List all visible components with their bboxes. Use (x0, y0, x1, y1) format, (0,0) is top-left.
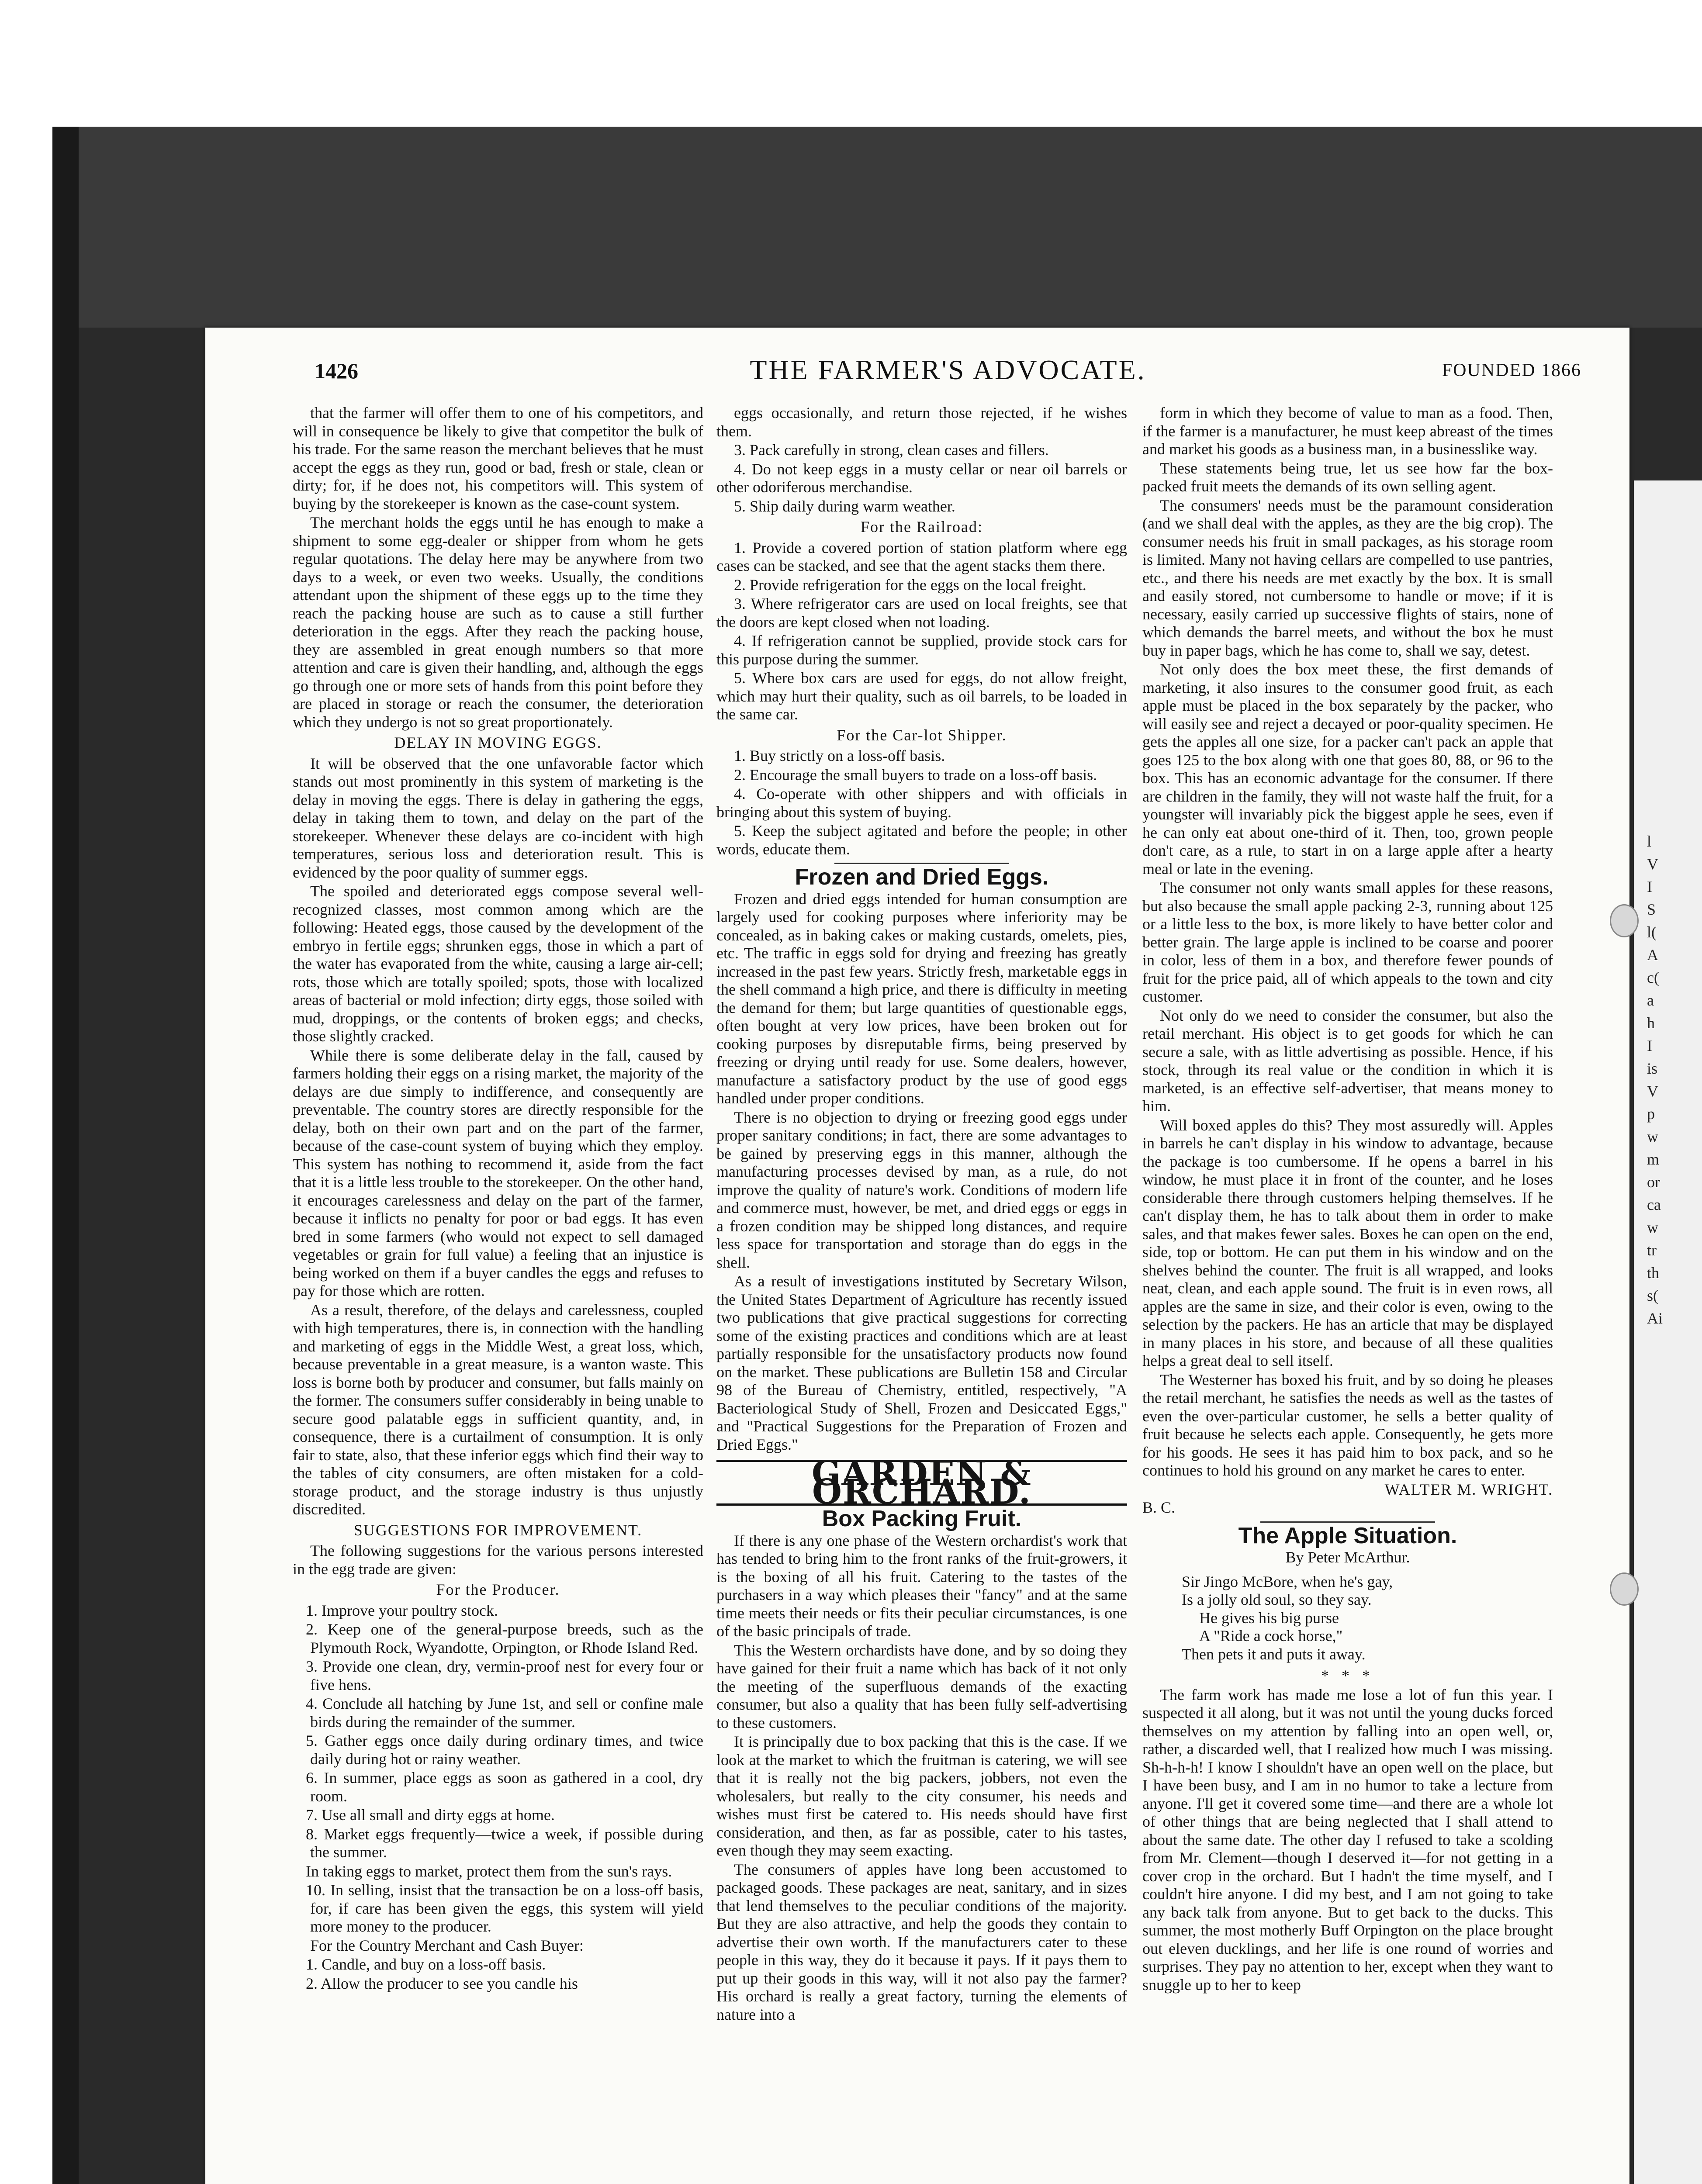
list-item: 3. Pack carefully in strong, clean cases and fillers. (734, 441, 1049, 459)
list-item: 1. Candle, and buy on a loss-off basis. (306, 1956, 546, 1973)
list-item: 5. Ship daily during warm weather. (734, 497, 955, 515)
heading-for-car-lot-shipper: For the Car-lot Shipper. (837, 726, 1007, 744)
heading-for-the-producer: For the Producer. (436, 1581, 560, 1598)
paragraph: It will be observed that the one unfavorable factor which stands out most prominently in this system of marketing is the delay in moving the eggs. There is delay in gathering the eggs, delay in taking them to town, and delay on the part of the storekeeper. Whenever these delays are co-incident with high temperatures, serious loss and deterioration result. This is evidenced by the poor quality of summer eggs. (293, 754, 703, 881)
stars-divider: * * * (1321, 1667, 1374, 1684)
box-packing-article (716, 1532, 1127, 2024)
binding-hole-bottom (1610, 1572, 1639, 1606)
paragraph: Will boxed apples do this? They most assuredly will. Apples in barrels he can't display in his window to advantage, because the package is too cumbersome. If he opens a barrel in his window, he must place it in front of the counter, and he loses considerable there through customers helping themselves. If he can't display them, he has to talk about them in order to make sales, and that makes fewer sales. Boxes he can open on the end, side, top or bottom. He can put them in his window and on the shelves behind the counter. The fruit is all wrapped, and looks neat, clean, and each apple sound. The fruit is in even rows, all apples are the same in size, and their color is even, owing to the selection by the packers. He has an article that may be displayed in many places in his store, and because of all these qualities helps a great deal to sell itself. (1142, 1116, 1553, 1369)
fragment: a (1647, 992, 1654, 1009)
paragraph: This the Western orchardists have done, and by so doing they have gained for their fruit a name which has back of it not only the meeting of the superfluous demands of the exacting consumer, but also a quality that has been fully self-advertising to these customers. (716, 1641, 1127, 1731)
fragment: Ai (1647, 1310, 1663, 1327)
microfilm-left-shade (52, 127, 79, 2184)
microfilm-top-band (52, 127, 1702, 328)
fragment: c( (1647, 969, 1659, 986)
founded-label: FOUNDED 1866 (1442, 360, 1581, 380)
paragraph: As a result of investigations instituted by Secretary Wilson, the United States Department of Agriculture has recently issued two publications that give practical suggestions for correcting some of the existing practices and conditions which are at least partially responsible for the unsatisfactory products now found on the market. These publications are Bulletin 158 and Circular 98 of the Bureau of Chemistry, entitled, respectively, "A Bacteriological Study of Shell, Frozen and Desiccated Eggs," and "Practical Suggestions for the Preparation of Frozen and Dried Eggs." (716, 1272, 1127, 1453)
paragraph: These statements being true, let us see how far the box-packed fruit meets the demands of its own selling agent. (1142, 459, 1553, 495)
byline: By Peter McArthur. (1285, 1548, 1410, 1566)
author-location: B. C. (1142, 1499, 1176, 1516)
paragraph: The spoiled and deteriorated eggs compose several well-recognized classes, most common among which are the following: Heated eggs, those caused by the development of the embryo in fertile eggs; shrunken eggs, those in which a part of the water has evaporated from the white, causing a large air-cell; rots, those which are totally spoiled; spots, those with localized areas of bacterial or mold infection; dirty eggs, those soiled with mud, droppings, or the contents of broken eggs; and checks, those slightly cracked. (293, 882, 703, 1045)
paragraph: The consumers' needs must be the paramount consideration (and we shall deal with the apples, as they are the big crop). The consumer needs his fruit in small packages, as his storage room is limited. Many not having cellars are compelled to use pantries, etc., and there his needs are met exactly by the box. It is small and easily stored, not cumbersome to handle or move; if it is necessary, easily carried up successive flights of stairs, none of which demands the barrel meets, and without the box he must buy in paper bags, which he has come to, shall we say, detest. (1142, 496, 1553, 659)
fragment: w (1647, 1219, 1658, 1236)
heading-for-merchant: For the Country Merchant and Cash Buyer: (310, 1936, 584, 1954)
poem-line: Sir Jingo McBore, when he's gay, (1182, 1572, 1393, 1590)
heading-apple-situation: The Apple Situation. (1238, 1523, 1457, 1548)
list-item: 1. Buy strictly on a loss-off basis. (734, 747, 945, 764)
poem (1142, 1573, 1553, 1664)
fragment: tr (1647, 1241, 1657, 1259)
list-item: In taking eggs to market, protect them from the sun's rays. (306, 1862, 672, 1880)
list-item: 1. Provide a covered portion of station platform where egg cases can be stacked, and see that the agent stacks them there. (716, 539, 1127, 574)
producer-list (293, 1602, 703, 1936)
heading-for-the-railroad: For the Railroad: (861, 518, 983, 536)
heading-frozen-and-dried-eggs: Frozen and Dried Eggs. (795, 864, 1049, 890)
fragment: ca (1647, 1196, 1661, 1213)
heading-delay-in-moving-eggs: DELAY IN MOVING EGGS. (394, 734, 602, 751)
list-item: 7. Use all small and dirty eggs at home. (306, 1806, 555, 1824)
paragraph: Not only do we need to consider the consumer, but also the retail merchant. His object is to get goods for which he can secure a sale, with as little advertising as possible. Hence, if his stock, through its real value or the condition in which it is marketed, is an effective self-advertiser, that means money to him. (1142, 1006, 1553, 1115)
newspaper-page (205, 328, 1629, 2184)
adjacent-page-fragments (1647, 830, 1695, 1330)
box-packing-article-continued (1142, 404, 1553, 1480)
paragraph: Not only does the box meet these, the first demands of marketing, it also insures to the consumer good fruit, as each apple must be placed in the box separately by the packer, who will easily see and reject a decayed or poor-quality specimen. He gets the apples all one size, for a packer can't pack an apple that goes 125 to the box along with one that goes 80, 88, or 96 to the box. This has an economic advantage for the consumer. If there are children in the family, they will not waste half the fruit, for a youngster will invariably pick the biggest apple he sees, even if he can only eat about one-third of it. Then, too, grown people don't care, as a rule, to start in on a large apple after a hearty meal or late in the evening. (1142, 660, 1553, 878)
list-item: 4. Do not keep eggs in a musty cellar or near oil barrels or other odoriferous merchandise. (716, 460, 1127, 496)
paragraph: form in which they become of value to man as a food. Then, if the farmer is a manufacturer, he must keep abreast of the times and market his goods as a business man, in a businesslike way. (1142, 404, 1553, 458)
paragraph: that the farmer will offer them to one of his competitors, and will in consequence be likely to give that competitor the bulk of his trade. For the same reason the merchant believes that he must accept the eggs as they run, good or bad, fresh or stale, clean or dirty; for, if he does not, his competitors will. This system of buying by the storekeeper is known as the case-count system. (293, 404, 703, 512)
masthead-title: THE FARMER'S ADVOCATE. (750, 354, 1146, 385)
paragraph: While there is some deliberate delay in the fall, caused by farmers holding their eggs on a rising market, the majority of the delays are due simply to indifference, and consequently are preventable. The country stores are directly responsible for the delay, both on their own part and on the part of the farmer, because of the case-count system of buying which they employ. This system has nothing to recommend it, aside from the fact that it is a little less trouble to the storekeeper. On the other hand, it encourages carelessness and delay on the part of the farmer, because it inflicts no penalty for poor or bad eggs. It has even bred in some farmers (who would not expect to sell damaged vegetables or grain for full value) a feeling that an injustice is being worked on them if a buyer candles the eggs and refuses to pay for those which are rotten. (293, 1046, 703, 1299)
list-item: 3. Provide one clean, dry, vermin-proof nest for every four or five hens. (306, 1658, 703, 1693)
suggestions-intro: The following suggestions for the various persons interested in the egg trade are given: (293, 1542, 703, 1578)
fragment: l (1647, 833, 1652, 850)
paragraph: The farm work has made me lose a lot of fun this year. I suspected it all along, but it was not until the young ducks forced themselves on my attention by falling into an open well, or, rather, a discarded well, that I realized how much I was missing. Sh-h-h-h! I know I shouldn't have an open well on the place, but I have been busy, and I am in no humor to take a lecture from anyone. I'll get it covered some time—and there are a whole lot of other things that are being neglected that I shall attend to about the same date. The other day I refused to take a scolding from Mr. Clement—though I deserved it—for not getting in a cover crop in the orchard. But I hadn't the time myself, and I couldn't hire anyone. I did my best, and I am not going to take any back talk from anyone. But to get back to the ducks. This summer, the most motherly Buff Orpington on the place brought out eleven ducklings, and her life is one round of worries and surprises. They pay no attention to her, except when they want to snuggle up to her to keep (1142, 1686, 1553, 1994)
list-item: 6. In summer, place eggs as soon as gathered in a cool, dry room. (306, 1769, 703, 1805)
apple-situation-article (1142, 1686, 1553, 1994)
list-item: 2. Allow the producer to see you candle his (306, 1974, 578, 1992)
paragraph: There is no objection to drying or freezing good eggs under proper sanitary conditions; in fact, there are some advantages to be gained by preserving eggs in this manner, although the manufacturing processes devised by man, as a rule, do not improve the quality of nature's work. Conditions of modern life and commerce must, however, be met, and dried eggs or eggs in a frozen condition may be shipped long distances, and require less space for transportation and storage than do eggs in the shell. (716, 1108, 1127, 1271)
frozen-eggs-article (716, 890, 1127, 1454)
list-item: 1. Improve your poultry stock. (306, 1601, 498, 1619)
paragraph: The Westerner has boxed his fruit, and by so doing he pleases the retail merchant, he satisfies the needs as well as the tastes of even the over-particular customer, he sells a better quality of fruit because he selects each apple. Consequently, he gets more for his goods. He sees it has paid him to box pack, and so he continues to hold his ground on any market he cares to enter. (1142, 1371, 1553, 1479)
paragraph: The merchant holds the eggs until he has enough to make a shipment to some egg-dealer or shipper from whom he gets regular quotations. The delay here may be anywhere from two days to a week, or even two weeks. Usually, the conditions attendant upon the shipment of these eggs up to the time they reach the packing house are such as to cause a still further deterioration in the eggs. After they reach the packing house, they are assembled in great enough numbers so that more attention and care is given their handling, and, although the eggs go through one or more sets of hands from this point before they are placed in storage or reach the consumer, the deterioration which they undergo is not so great proportionately. (293, 514, 703, 731)
fragment: is (1647, 1060, 1658, 1077)
list-item: 3. Where refrigerator cars are used on local freights, see that the doors are kept closed when not loading. (716, 595, 1127, 631)
list-item: eggs occasionally, and return those rejected, if he wishes them. (716, 404, 1127, 440)
paragraph: The consumers of apples have long been accustomed to packaged goods. These packages are neat, sanitary, and in sizes that lend themselves to the peculiar conditions of the majority. But they are also attractive, and help the goods they contain to advertise their own worth. If the manufacturers cater to these people in this way, they do it because it pays. If it pays them to put up their goods in this way, will it not also pay the farmer? His orchard is really a great factory, turning the elements of nature into a (716, 1860, 1127, 2023)
binding-hole-top (1610, 904, 1639, 937)
list-item: 10. In selling, insist that the transaction be on a loss-off basis, for, if care has been given the eggs, this system will yield more money to the producer. (306, 1881, 703, 1935)
delay-section (293, 755, 703, 1519)
author-signature: WALTER M. WRIGHT. (1384, 1480, 1553, 1498)
page-header (315, 354, 1581, 393)
fragment: V (1647, 1082, 1658, 1100)
poem-line: He gives his big purse (1199, 1609, 1339, 1627)
list-item: 5. Gather eggs once daily during ordinary times, and twice daily during hot or rainy weather. (306, 1732, 703, 1768)
paragraph: Frozen and dried eggs intended for human consumption are largely used for cooking purposes where inferiority may be concealed, as in baking cakes or making custards, omelets, pies, etc. The traffic in eggs sold for drying and freezing has greatly increased in the past few years. Strictly fresh, marketable eggs in the shell command a high price, and there is difficulty in meeting the demand for them; but large quantities of questionable eggs, often bought at very low prices, have been broken out for cooking purposes by disreputable firms, being preserved by freezing or drying until ready for use. Some dealers, however, manufacture a satisfactory product by the use of good eggs handled under proper conditions. (716, 890, 1127, 1107)
fragment: S (1647, 901, 1656, 918)
fragment: or (1647, 1173, 1660, 1191)
column-2 (716, 404, 1127, 2184)
poem-line: A "Ride a cock horse," (1199, 1627, 1343, 1645)
fragment: I (1647, 878, 1652, 895)
column-1 (293, 404, 703, 2184)
fragment: I (1647, 1037, 1652, 1054)
section-rule (834, 863, 1009, 864)
heading-box-packing-fruit: Box Packing Fruit. (822, 1506, 1022, 1531)
fragment: m (1647, 1151, 1660, 1168)
merchant-list (293, 1956, 703, 1993)
list-item: 5. Keep the subject agitated and before the people; in other words, educate them. (716, 822, 1127, 858)
paragraph: As a result, therefore, of the delays and carelessness, coupled with high temperatures, there is, in connection with the handling and marketing of eggs in the Middle West, a great loss, which, because preventable in a great measure, is a wanton waste. This loss is borne both by producer and consumer, but falls mainly on the former. The consumers suffer considerably in being unable to secure good palatable eggs in sufficient quantity, and, in consequence, there is a curtailment of consumption. It is only fair to state, also, that these inferior eggs which find their way to the tables of city consumers, are often mistaken for a cold-storage product, and the storage industry is thus unjustly discredited. (293, 1301, 703, 1518)
fragment: h (1647, 1014, 1655, 1032)
fragment: A (1647, 946, 1658, 964)
paragraph: If there is any one phase of the Western orchardist's work that has tended to bring him to the front ranks of the fruit-growers, it is the boxing of all his fruit. Catering to the tastes of the purchasers in a way which pleases their "fancy" and at the same time meets their needs or fits their peculiar circumstances, is one of the basic principals of trade. (716, 1531, 1127, 1640)
fragment: w (1647, 1128, 1658, 1145)
poem-line: Then pets it and puts it away. (1182, 1645, 1366, 1663)
adjacent-page-strip (1634, 480, 1702, 2184)
list-item: 4. Co-operate with other shippers and with officials in bringing about this system of buying. (716, 785, 1127, 821)
list-item: 2. Provide refrigeration for the eggs on the local freight. (734, 576, 1086, 594)
page-number: 1426 (315, 359, 358, 383)
fragment: th (1647, 1264, 1660, 1282)
paragraph: It is principally due to box packing that this is the case. If we look at the market to which the fruitman is catering, we will see that it is really not the big packers, jobbers, not even the wholesalers, but really to the city consumer, his needs and wishes must first be catered to. His needs should have first consideration, and then, as far as possible, cater to his tastes, even though they may seem exacting. (716, 1733, 1127, 1859)
merchant-list-continued (716, 404, 1127, 515)
paragraph: The consumer not only wants small apples for these reasons, but also because the small apple packing 2-3, running about 125 or a little less to the box, is more likely to have better color and better grain. The large apple is inclined to be coarse and poorer in color, less of them in a box, and therefore fewer pounds of fruit for the price paid, all of which appeals to the town and city customer. (1142, 879, 1553, 1005)
carlot-list (716, 747, 1127, 858)
list-item: 4. Conclude all hatching by June 1st, and sell or confine male birds during the remainder of the summer. (306, 1695, 703, 1731)
list-item: 5. Where box cars are used for eggs, do not allow freight, which may hurt their quality, such as oil barrels, to be loaded in the same car. (716, 669, 1127, 723)
column-3 (1142, 404, 1553, 2184)
egg-marketing-article-part-1 (293, 404, 703, 731)
list-item: 2. Keep one of the general-purpose breeds, such as the Plymouth Rock, Wyandotte, Orpington, or Rhode Island Red. (306, 1621, 703, 1656)
fragment: s( (1647, 1287, 1658, 1304)
list-item: 8. Market eggs frequently—twice a week, if possible during the summer. (306, 1825, 703, 1861)
fragment: l( (1647, 923, 1657, 941)
list-item: 4. If refrigeration cannot be supplied, provide stock cars for this purpose during the summer. (716, 632, 1127, 668)
list-item: 2. Encourage the small buyers to trade on a loss-off basis. (734, 766, 1097, 784)
poem-line: Is a jolly old soul, so they say. (1182, 1591, 1372, 1608)
section-rule-2 (1260, 1521, 1435, 1523)
railroad-list (716, 539, 1127, 724)
fragment: V (1647, 855, 1658, 873)
garden-and-orchard-banner: GARDEN & ORCHARD. (716, 1460, 1127, 1506)
fragment: p (1647, 1105, 1655, 1123)
heading-suggestions: SUGGESTIONS FOR IMPROVEMENT. (353, 1521, 643, 1539)
